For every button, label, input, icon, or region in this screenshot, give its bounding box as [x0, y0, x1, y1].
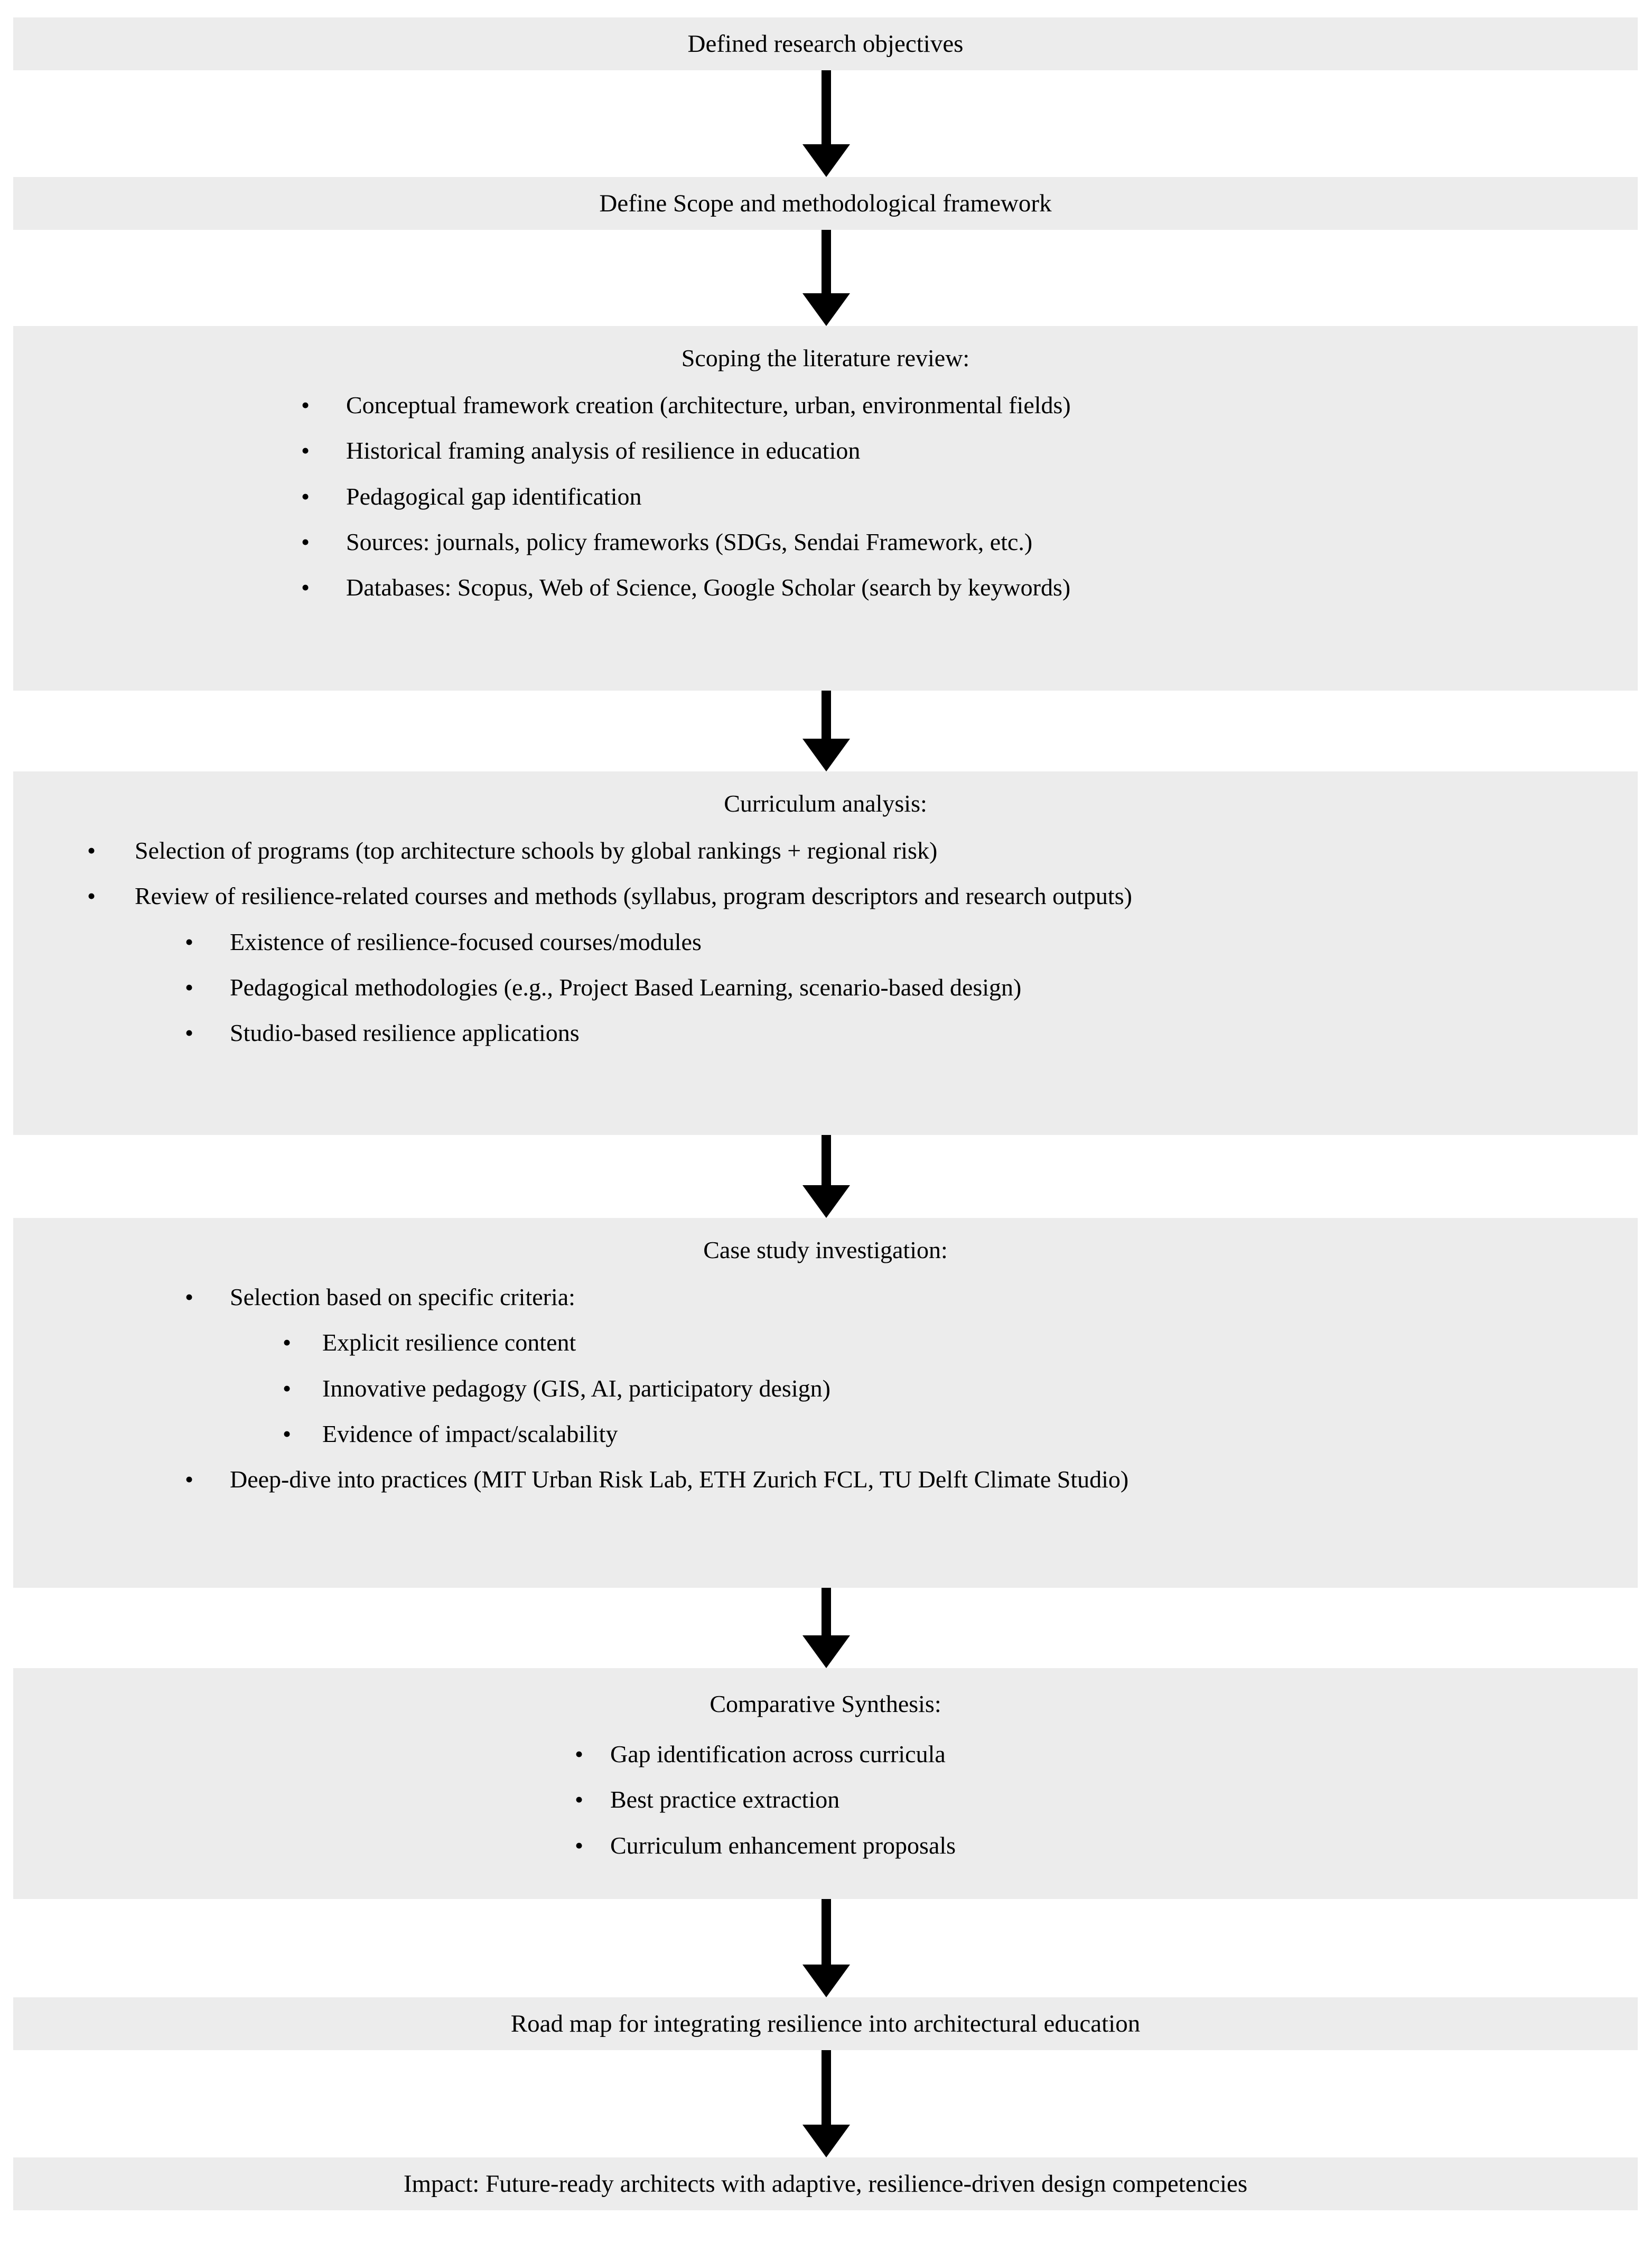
- list-item-text: Pedagogical methodologies (e.g., Project Based Learning, scenario-based design): [230, 973, 1022, 1001]
- node-content: [13, 1997, 1638, 2050]
- node-title: Case study investigation:: [703, 1236, 948, 1263]
- node-bullet-list: [13, 838, 1638, 1046]
- flow-node-defined-research-objectives: [13, 17, 1638, 70]
- bullet-icon: •: [185, 973, 194, 1001]
- node-bullet-list: [13, 1285, 1638, 1492]
- flow-node-define-scope: [13, 177, 1638, 230]
- list-item: [13, 529, 1638, 555]
- arrow-head-icon: [802, 739, 850, 771]
- arrow-stem: [822, 691, 831, 739]
- flow-arrow-1: [822, 70, 831, 177]
- arrow-head-icon: [802, 144, 850, 177]
- node-content: [13, 17, 1638, 70]
- arrow-stem: [822, 230, 831, 293]
- flow-node-road-map: [13, 1997, 1638, 2050]
- node-title: Scoping the literature review:: [681, 345, 970, 371]
- list-item-text: Curriculum enhancement proposals: [610, 1831, 956, 1859]
- bullet-icon: •: [283, 1420, 292, 1447]
- list-item: [13, 1376, 1638, 1401]
- bullet-icon: •: [185, 928, 194, 955]
- node-title: Defined research objectives: [687, 30, 964, 58]
- bullet-icon: •: [87, 882, 96, 910]
- bullet-icon: •: [301, 392, 310, 418]
- list-item: [13, 929, 1638, 955]
- flow-arrow-5: [822, 1588, 831, 1668]
- arrow-stem: [822, 2050, 831, 2125]
- bullet-icon: •: [575, 1741, 584, 1767]
- list-item: [13, 438, 1638, 463]
- arrow-stem: [822, 1899, 831, 1965]
- list-item: [13, 393, 1638, 418]
- list-item-text: Historical framing analysis of resilience in education: [346, 437, 861, 464]
- list-item-text: Deep-dive into practices (MIT Urban Risk Lab, ETH Zurich FCL, TU Delft Climate Studio): [230, 1466, 1129, 1493]
- list-item-text: Studio-based resilience applications: [230, 1019, 580, 1047]
- node-title: Impact: Future-ready architects with adaptive, resilience-driven design competencies: [403, 2170, 1248, 2198]
- arrow-stem: [822, 70, 831, 144]
- bullet-icon: •: [87, 837, 96, 864]
- flow-arrow-3: [822, 691, 831, 771]
- bullet-icon: •: [575, 1786, 584, 1813]
- node-content: [13, 2157, 1638, 2210]
- list-item: [13, 1020, 1638, 1046]
- list-item-text: Pedagogical gap identification: [346, 482, 642, 510]
- list-item-text: Review of resilience-related courses and methods (syllabus, program descriptors and research outputs): [135, 882, 1132, 910]
- arrow-stem: [822, 1588, 831, 1635]
- list-item-text: Sources: journals, policy frameworks (SDGs, Sendai Framework, etc.): [346, 528, 1033, 555]
- node-title: Curriculum analysis:: [724, 790, 927, 817]
- list-item: [13, 838, 1638, 863]
- list-item-text: Selection based on specific criteria:: [230, 1283, 575, 1310]
- flow-node-comparative-synthesis: [13, 1668, 1638, 1899]
- node-title: Comparative Synthesis:: [710, 1690, 941, 1717]
- bullet-icon: •: [185, 1019, 194, 1047]
- list-item-text: Conceptual framework creation (architecture, urban, environmental fields): [346, 392, 1071, 418]
- bullet-icon: •: [185, 1283, 194, 1310]
- bullet-icon: •: [301, 482, 310, 510]
- list-item-text: Existence of resilience-focused courses/modules: [230, 928, 702, 955]
- node-title: Road map for integrating resilience into architectural education: [510, 2009, 1141, 2037]
- arrow-head-icon: [802, 1635, 850, 1668]
- arrow-head-icon: [802, 1185, 850, 1218]
- flow-arrow-2: [822, 230, 831, 326]
- flow-node-scoping-literature-review: [13, 326, 1638, 691]
- list-item-text: Innovative pedagogy (GIS, AI, participatory design): [322, 1374, 830, 1402]
- list-item: [13, 1330, 1638, 1355]
- list-item: [13, 1421, 1638, 1447]
- node-bullet-list: [13, 1742, 1638, 1858]
- node-title: Define Scope and methodological framework: [599, 189, 1052, 217]
- flow-node-curriculum-analysis: [13, 771, 1638, 1135]
- list-item: [13, 883, 1638, 909]
- list-item: [13, 484, 1638, 509]
- flow-node-impact: [13, 2157, 1638, 2210]
- arrow-head-icon: [802, 293, 850, 326]
- list-item: [13, 1467, 1638, 1492]
- list-item-text: Evidence of impact/scalability: [322, 1420, 618, 1447]
- list-item: [13, 1285, 1638, 1310]
- flow-node-case-study-investigation: [13, 1218, 1638, 1588]
- bullet-icon: •: [283, 1329, 292, 1356]
- bullet-icon: •: [283, 1374, 292, 1402]
- node-content: [13, 177, 1638, 230]
- list-item-text: Gap identification across curricula: [610, 1741, 946, 1767]
- bullet-icon: •: [301, 528, 310, 555]
- list-item: [13, 1787, 1638, 1812]
- arrow-head-icon: [802, 2125, 850, 2157]
- list-item: [13, 975, 1638, 1000]
- arrow-head-icon: [802, 1965, 850, 1997]
- bullet-icon: •: [301, 574, 310, 601]
- node-bullet-list: [13, 393, 1638, 600]
- list-item-text: Selection of programs (top architecture schools by global rankings + regional risk): [135, 837, 938, 864]
- list-item: [13, 1833, 1638, 1858]
- arrow-stem: [822, 1135, 831, 1185]
- bullet-icon: •: [575, 1831, 584, 1859]
- bullet-icon: •: [185, 1466, 194, 1493]
- list-item: [13, 575, 1638, 600]
- list-item-text: Databases: Scopus, Web of Science, Google Scholar (search by keywords): [346, 574, 1071, 601]
- list-item: [13, 1742, 1638, 1767]
- list-item-text: Explicit resilience content: [322, 1329, 576, 1356]
- flow-arrow-6: [822, 1899, 831, 1997]
- list-item-text: Best practice extraction: [610, 1786, 840, 1813]
- flow-arrow-4: [822, 1135, 831, 1218]
- flow-arrow-7: [822, 2050, 831, 2157]
- bullet-icon: •: [301, 437, 310, 464]
